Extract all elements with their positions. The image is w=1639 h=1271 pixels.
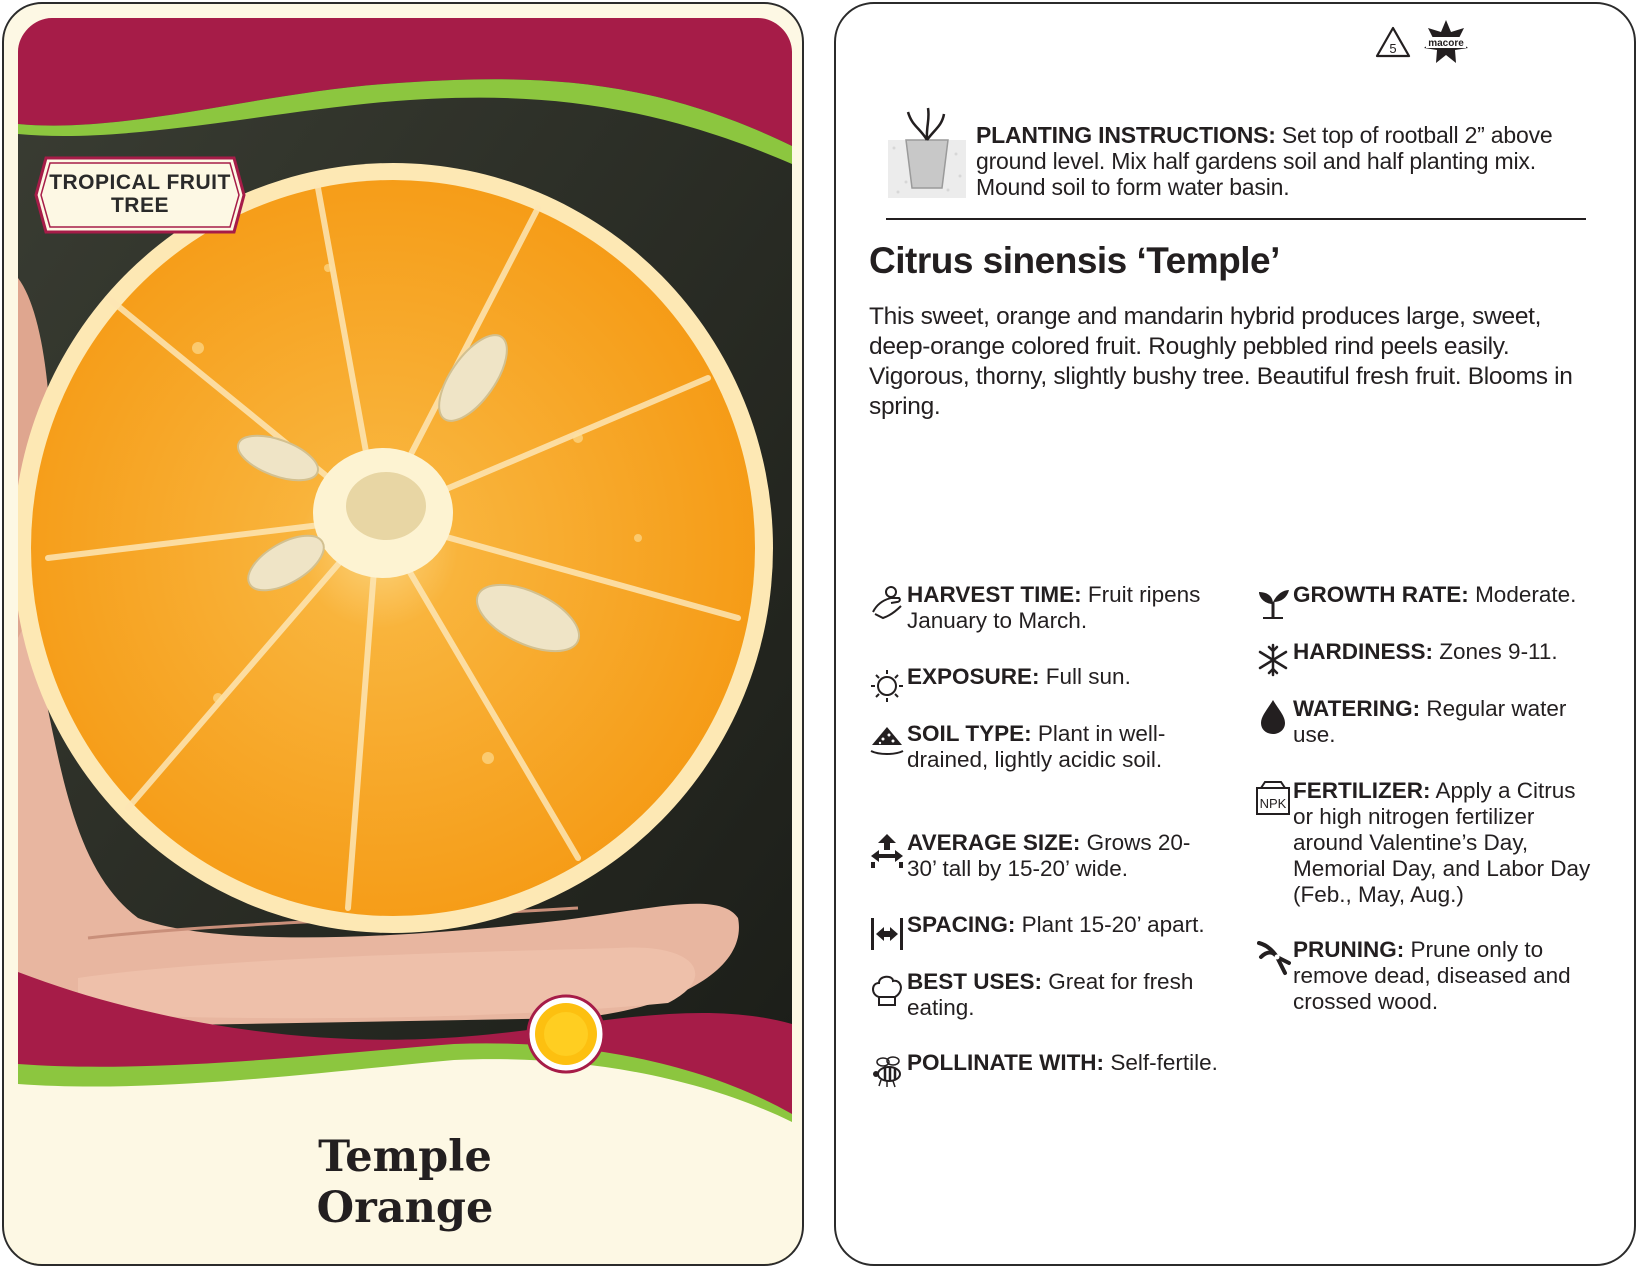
size-arrows-icon <box>869 830 905 870</box>
harvest-hand-icon <box>869 582 905 622</box>
sun-exposure-icon <box>869 664 905 704</box>
planting-instructions-text: Set top of rootball 2” above ground level. Mix half gardens soil and half planting mix. Mound soil to form water basin. <box>976 122 1553 200</box>
full-sun-icon <box>526 994 606 1074</box>
water-drop-icon <box>1255 696 1291 736</box>
category-label: TROPICAL FRUIT TREE <box>49 171 231 217</box>
plant-description: This sweet, orange and mandarin hybrid produces large, sweet, deep-orange colored fruit. Roughly pebbled rind peels easily. Vigorous, thorny, slightly bushy tree. Beautiful fresh fruit. Blooms in spring. <box>869 303 1573 420</box>
recycle-icon <box>1373 24 1413 64</box>
sprout-icon <box>1255 582 1291 622</box>
bee-icon <box>869 1050 905 1090</box>
common-name: Temple Orange <box>316 1132 494 1233</box>
recycle-number: 5 <box>1389 41 1397 56</box>
front-card <box>2 2 804 1266</box>
divider <box>886 218 1586 220</box>
plant-pot-icon <box>886 104 968 200</box>
svg-text:NPK: NPK <box>1259 796 1287 811</box>
npk-fertilizer-icon <box>1255 778 1291 818</box>
brand-logo <box>1422 18 1470 66</box>
soil-icon <box>869 721 905 761</box>
planting-instructions-label: PLANTING INSTRUCTIONS: <box>976 122 1276 148</box>
pruning-shears-icon <box>1255 937 1291 977</box>
category-badge <box>34 156 246 234</box>
snowflake-icon <box>1255 639 1291 679</box>
spacing-arrows-icon <box>869 912 905 952</box>
brand-logo-text: macore <box>1428 38 1464 49</box>
back-card: 5 macore PLANTING INSTRUCTIONS: Set top of rootball 2” above ground level. Mix half gardens soil and half planting mix. Mound soil to form water basin. Citrus sinensis ‘Temple’ This sweet, orange and mandarin hybrid produces large, sweet, deep-orange colored fruit. Roughly pebbled rind peels easily. Vigorous, thorny, slightly bushy tree. Beautiful fresh fruit. Blooms in spring. HARVEST TIME: Fruit ripens January to March. EXPOSURE: Full sun. SOIL TYPE: Plant in well-drained, lightly acidic soil. AVERAGE SIZE: Grows 20-30’ tall by 15-20’ wide. SPACING: Plant 15-20’ apart. BEST USES: Great for fresh eating. POLLINATE WITH: Self-fertile. GROWTH RATE: Moderate. HARDINESS: Zones 9-11. WATERING: Regular water use. NPK FERTILIZER: Apply a Citrus or high nitrogen fertilizer around Valentine’s Day, Memorial Day, and Labor Day (Feb., May, Aug.) PRUNING: Prune only to remove dead, diseased and crossed wood. <box>834 2 1636 1266</box>
planting-instructions <box>976 122 1596 200</box>
chef-hat-icon <box>869 969 905 1009</box>
botanical-name: Citrus sinensis ‘Temple’ <box>869 240 1280 281</box>
